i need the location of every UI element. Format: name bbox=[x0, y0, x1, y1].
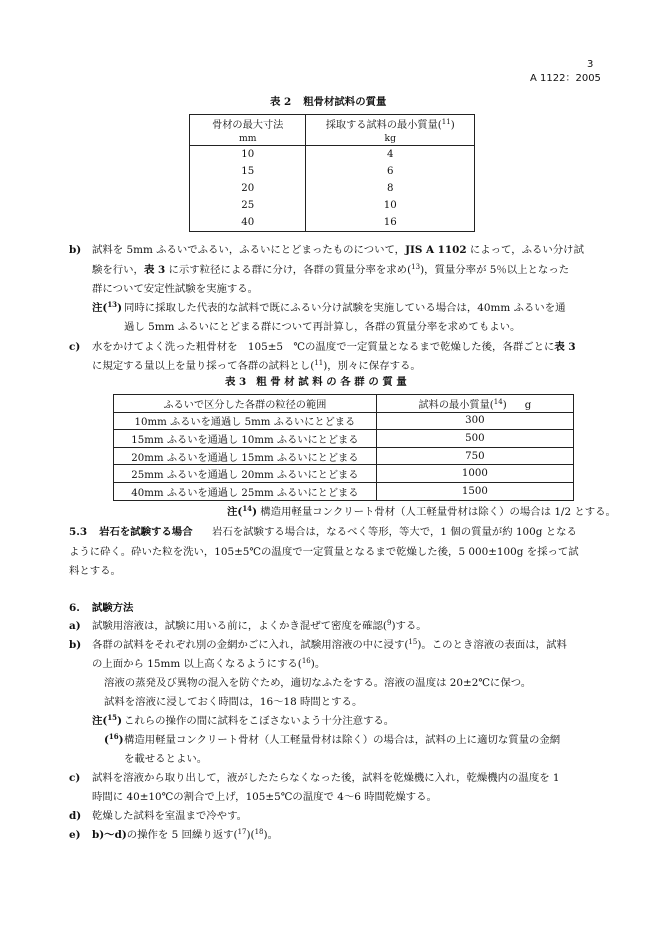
section6-c-line1: 試料を溶液から取り出して，液がしたたらなくなった後，試料を乾燥機に入れ，乾燥機内の温度を 1 bbox=[92, 772, 560, 784]
table3-caption-title: 粗 骨 材 試 料 の 各 群 の 質 量 bbox=[256, 376, 407, 388]
table-row: 20mm ふるいを通過し 15mm ふるいにとどまる 750 bbox=[114, 447, 574, 465]
table2-caption-num: 表 2 bbox=[270, 96, 292, 108]
table2-caption bbox=[270, 96, 386, 109]
table2-col1-unit: mm bbox=[190, 131, 306, 146]
section6-e-text: b)～d)の操作を 5 回繰り返す($^{17}$)($^{18}$)。 bbox=[92, 828, 278, 841]
table-row: 25mm ふるいを通過し 20mm ふるいにとどまる 1000 bbox=[114, 465, 574, 483]
page-number: 3 bbox=[587, 59, 594, 70]
table3-col2-header: 試料の最小質量($^{14}$) g bbox=[376, 395, 573, 413]
table2 bbox=[189, 114, 475, 232]
table-row: 15 6 bbox=[190, 163, 475, 180]
jis-reference: JIS A 1102 bbox=[405, 244, 467, 256]
note16-label: ($^{16}$) bbox=[104, 732, 124, 746]
doc-code: A 1122：2005 bbox=[530, 73, 601, 84]
table-row: 15mm ふるいを通過し 10mm ふるいにとどまる 500 bbox=[114, 430, 574, 448]
section6-d-marker: d) bbox=[69, 810, 82, 822]
note13-line1: 同時に採取した代表的な試料で既にふるい分け試験を実施している場合は，40mm ふるいを通 bbox=[124, 302, 566, 314]
note14: 注($^{14}$) 構造用軽量コンクリート骨材（人工軽量骨材は除く）の場合は 1/2 とする。 bbox=[227, 504, 616, 518]
section6-c-marker: c) bbox=[69, 772, 81, 784]
para-c-line2: に規定する量以上を量り採って各群の試料とし($^{11}$)，別々に保存する。 bbox=[92, 359, 421, 372]
table2-col1-header: 骨材の最大寸法 bbox=[190, 115, 306, 132]
table-row: 25 10 bbox=[190, 197, 475, 214]
note13-label: 注($^{13}$) bbox=[92, 300, 122, 314]
table2-unit-row bbox=[190, 131, 475, 146]
note16-line1: 構造用軽量コンクリート骨材（人工軽量骨材は除く）の場合は，試料の上に適切な質量の金網 bbox=[124, 734, 561, 746]
note15-text: これらの操作の間に試料をこぼさないよう十分注意する。 bbox=[124, 715, 395, 727]
section6-c-line2: 時間に 40±10℃の割合で上げ，105±5℃の温度で 4～6 時間乾燥する。 bbox=[92, 791, 437, 803]
table3-caption bbox=[225, 376, 407, 389]
section6-d-text: 乾燥した試料を室温まで冷やす。 bbox=[92, 810, 248, 822]
section53-line2: ように砕く。砕いた粒を洗い，105±5℃の温度で一定質量となるまで乾燥した後，5 000±100g を採って試 bbox=[69, 546, 579, 558]
section53-line1: 岩石を試験する場合は，なるべく等形，等大で，1 個の質量が約 100g となる bbox=[212, 526, 577, 538]
section53-heading: 5.3 岩石を試験する場合 bbox=[69, 526, 193, 538]
section6-b-marker: b) bbox=[69, 639, 82, 651]
table-row: 10mm ふるいを通過し 5mm ふるいにとどまる 300 bbox=[114, 412, 574, 430]
table-row: 40 16 bbox=[190, 214, 475, 232]
table3-caption-num: 表 3 bbox=[225, 376, 247, 388]
table2-col2-unit: kg bbox=[306, 131, 475, 146]
table3-header-row bbox=[114, 395, 574, 413]
section6-a-marker: a) bbox=[69, 620, 81, 632]
para-c-line1: 水をかけてよく洗った粗骨材を 105±5 ℃の温度で一定質量となるまで乾燥した後，各群ごとに表 3 bbox=[92, 341, 576, 353]
para-b-line3: 群について安定性試験を実施する。 bbox=[92, 283, 259, 295]
section6-b-line1: 各群の試料をそれぞれ別の金網かごに入れ，試験用溶液の中に浸す($^{15}$)。このとき溶液の表面は，試料 bbox=[92, 638, 567, 651]
note16-line2: を載せるとよい。 bbox=[124, 753, 208, 765]
section53-line3: 料とする。 bbox=[69, 565, 121, 577]
table-row: 10 4 bbox=[190, 146, 475, 164]
section6-b-line4: 試料を溶液に浸しておく時間は，16～18 時間とする。 bbox=[104, 696, 363, 708]
section6-a-text: 試験用溶液は，試験に用いる前に，よくかき混ぜて密度を確認($^9$)する。 bbox=[92, 619, 427, 632]
para-b-line1: 試料を 5mm ふるいでふるい，ふるいにとどまったものについて，JIS A 1102 によって，ふるい分け試 bbox=[92, 244, 584, 256]
para-b-marker: b) bbox=[69, 244, 82, 256]
table3-col1-header: ふるいで区分した各群の粒径の範囲 bbox=[114, 395, 377, 413]
table2-header-row bbox=[190, 115, 475, 132]
section6-e-marker: e) bbox=[69, 829, 81, 841]
section6-heading: 6. 試験方法 bbox=[69, 602, 134, 614]
section6-b-line3: 溶液の蒸発及び異物の混入を防ぐため，適切なふたをする。溶液の温度は 20±2℃に保つ。 bbox=[104, 677, 532, 689]
table2-caption-title: 粗骨材試料の質量 bbox=[303, 96, 387, 108]
table3 bbox=[113, 394, 574, 501]
table-row: 40mm ふるいを通過し 25mm ふるいにとどまる 1500 bbox=[114, 482, 574, 500]
note13-line2: 過し 5mm ふるいにとどまる群について再計算し，各群の質量分率を求めてもよい。 bbox=[124, 321, 521, 333]
note15-label: 注($^{15}$) bbox=[92, 713, 122, 727]
table2-col2-header: 採取する試料の最小質量($^{11}$) bbox=[325, 117, 455, 131]
table-row: 20 8 bbox=[190, 180, 475, 197]
para-c-marker: c) bbox=[69, 341, 81, 353]
para-b-line2: 験を行い，表 3 に示す粒径による群に分け，各群の質量分率を求め($^{13}$)，質量分率が 5％以上となった bbox=[92, 263, 570, 276]
section6-b-line2: の上面から 15mm 以上高くなるようにする($^{16}$)。 bbox=[92, 657, 326, 670]
